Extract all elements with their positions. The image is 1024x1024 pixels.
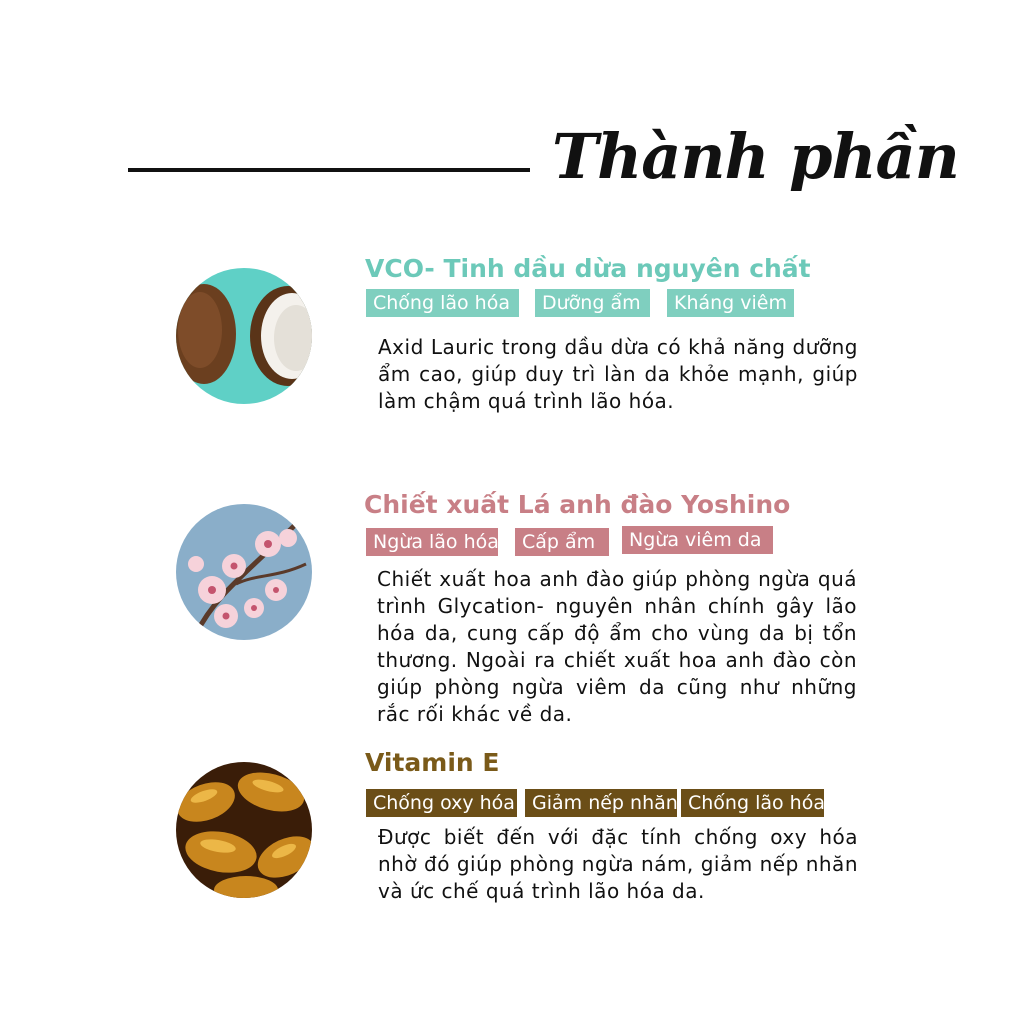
tag-ngua-viem-da: Ngừa viêm da [622, 526, 773, 554]
tag-chong-lao-hoa-2: Chống lão hóa [681, 789, 824, 817]
tag-ngua-lao-hoa: Ngừa lão hóa [366, 528, 498, 556]
ingredient-title-vco: VCO- Tinh dầu dừa nguyên chất [365, 254, 811, 283]
coconut-image [176, 268, 312, 404]
cherry-blossom-image [176, 504, 312, 640]
tag-duong-am: Dưỡng ẩm [535, 289, 650, 317]
tag-chong-oxy-hoa: Chống oxy hóa [366, 789, 517, 817]
tag-cap-am: Cấp ẩm [515, 528, 609, 556]
vitamin-e-capsules-image [176, 762, 312, 898]
ingredient-description-yoshino: Chiết xuất hoa anh đào giúp phòng ngừa quá trình Glycation- nguyên nhân chính gây lão hóa da, cung cấp độ ẩm cho vùng da bị tổn thương. Ngoài ra chiết xuất hoa anh đào còn giúp phòng ngừa viêm da cũng như những rắc rối khác về da. [377, 567, 857, 726]
ingredient-title-vitamin-e: Vitamin E [365, 748, 500, 777]
tag-khang-viem: Kháng viêm [667, 289, 794, 317]
page-title: Thành phần [552, 120, 959, 193]
header-divider-line [128, 168, 530, 172]
tag-giam-nep-nhan: Giảm nếp nhăn [525, 789, 677, 817]
ingredient-description-vitamin-e: Được biết đến với đặc tính chống oxy hóa nhờ đó giúp phòng ngừa nám, giảm nếp nhăn và ức chế quá trình lão hóa da. [378, 825, 858, 903]
ingredient-description-vco: Axid Lauric trong dầu dừa có khả năng dưỡng ẩm cao, giúp duy trì làn da khỏe mạnh, giúp làm chậm quá trình lão hóa. [378, 335, 858, 413]
tag-chong-lao-hoa: Chống lão hóa [366, 289, 519, 317]
ingredient-title-yoshino: Chiết xuất Lá anh đào Yoshino [364, 490, 791, 519]
